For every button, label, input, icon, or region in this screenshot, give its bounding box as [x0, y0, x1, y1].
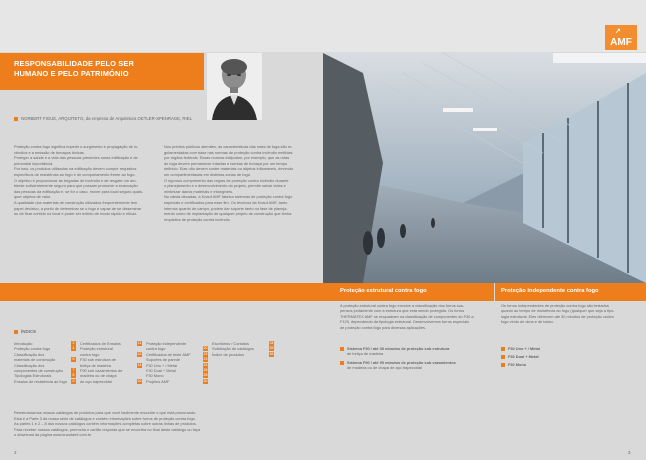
- index-entry-label: Suportes de parede: [146, 357, 181, 363]
- text-line: ou de ficar contido no local e poder ser extinto de modo rápido e eficaz.: [14, 211, 138, 217]
- index-entry-label: F90 sob vazamientos de: [80, 368, 123, 374]
- quote-author-line: [14, 116, 192, 121]
- index-entry-label: Ensaios de resistência ao fogo: [14, 378, 67, 384]
- text-line: papel decisivo, a ponto de determinar se o fogo é capaz de se disseminar: [14, 205, 142, 211]
- quote-author: NORBERT FIGUE, ARQUITETO, da empresa de Arquitetura OETLER-SPENRAGE, RIEL: [21, 116, 192, 121]
- text-line: por órgãos federais. Essas normas estipulam, por exemplo, que as rotas: [164, 155, 290, 161]
- text-line: Reestruturamos nossos catálogos de produtos para que você facilmente encontre o que está procurando.: [14, 410, 197, 415]
- bullet-square-icon: [14, 117, 18, 121]
- index-page-number: 8: [72, 373, 75, 378]
- index-entry-label: Índice de produtos: [212, 351, 245, 357]
- index-entry-label: F30 Dual + Metal: [146, 368, 176, 374]
- structural-protection-header: Proteção estrutural contra fogo: [340, 288, 427, 294]
- bullet-bold: F30 Dual + Metal: [508, 354, 539, 359]
- index-entry-label: Solicitação de catálogos: [212, 346, 254, 352]
- bullet-bold: F30 Mono: [508, 362, 527, 367]
- page-title: [14, 59, 199, 78]
- index-entry-label: Escritórios / Contatos: [212, 341, 249, 346]
- text-line: ser compartimentadas em distintas zonas de fogo.: [164, 171, 251, 177]
- index-page-number: 7: [72, 368, 75, 373]
- text-line: THERMATEX AMF se enquadram na classificação de componentes do F30 a: [340, 313, 474, 319]
- text-line: gulamentadas com base nas normas de proteção contra incêndio emitidas: [164, 149, 293, 155]
- index-page-number: 12: [137, 351, 142, 356]
- page-number-right: 3: [628, 450, 631, 455]
- amf-logo: [605, 25, 637, 50]
- text-line: das pessoas da edificação e, se for o caso, mover para local seguro quais-: [14, 188, 144, 194]
- text-line: quanto ao tempo de resistência ao fogo (qualquer que seja a tipo-: [501, 308, 615, 314]
- index-entry-label: de aço trapezoidal: [80, 378, 112, 384]
- index-page-number: 11: [137, 341, 142, 345]
- text-line: logia estrutural. Eles oferecem até 30 minutos de proteção contra: [501, 313, 614, 319]
- index-page-number: 28: [203, 373, 208, 378]
- top-band: [0, 0, 646, 52]
- index-page-number: 24: [203, 362, 208, 367]
- index-entry-label: componentes de construção: [14, 368, 63, 374]
- index-entry-label: Proteção independente: [146, 341, 187, 346]
- index-column-2: [80, 341, 142, 384]
- text-line: de fuga devem permanecer intactas e isentas de fumaça por um tempo: [164, 160, 288, 166]
- index-page-number: 22: [203, 351, 208, 356]
- bullet-square-icon: [14, 330, 18, 334]
- index-column-3: [146, 341, 208, 384]
- index-entry-label: contra fogo: [146, 346, 166, 352]
- text-line: especiais e certificados para esse fim. Os técnicos da Knauf AMF, tanto: [164, 199, 288, 205]
- text-line: Proteção contra fogo significa impedir o surgimento e propagação de in-: [14, 144, 139, 149]
- text-line: mento como de implantação de qualquer projeto de construção que tenha: [164, 211, 292, 217]
- index-entry-label: madeira ou de chapa: [80, 373, 117, 379]
- bullet-square-icon: [501, 363, 505, 367]
- page-number-left: 2: [14, 450, 17, 455]
- text-line: A qualidade dos materiais de construção utilizados frequentemente tem: [14, 199, 138, 205]
- text-line: o planejamento e o desenvolvimento do projeto, permite salvar vidas e: [164, 183, 286, 189]
- index-entry-label: Proteção estrutural: [80, 346, 113, 352]
- text-line: No várias décadas, a Knauf AMF fabrica sistemas de proteção contra fogo: [164, 194, 293, 200]
- index-entry-label: Certificados de teste AMF: [146, 351, 191, 357]
- intro-column-1: [14, 144, 160, 217]
- text-line: o download da página www.knaufamf.com.br: [14, 432, 92, 438]
- bullet-bold: Sistema F30 / até 30 minutos de proteção sob estrutura: [347, 346, 450, 351]
- text-line: requisitos de proteção contra incêndio.: [164, 216, 231, 222]
- text-line: A proteção estrutural contra fogo envolve a classificação dos forros sus-: [340, 303, 465, 308]
- structural-protection-text: [340, 303, 488, 330]
- text-line: F120, dependendo da tipologia estrutural. Desenvolvemos forros especiais: [340, 319, 470, 325]
- title-line-1: RESPONSABILIDADE PELO SER: [14, 59, 135, 68]
- bird-icon: ↗: [615, 28, 621, 35]
- index-page-number: 34: [269, 341, 274, 345]
- index-entry[interactable]: [212, 352, 274, 357]
- independent-protection-text: [501, 303, 641, 325]
- intro-column-2: [164, 144, 310, 222]
- index-entry-label: Classificação dos: [14, 351, 45, 357]
- text-line: fogo vindo de cima e de baixo.: [501, 319, 554, 325]
- index-entry[interactable]: [146, 379, 208, 384]
- index-entry-label: F30 Uno + / Metal: [146, 362, 178, 368]
- bullet-square-icon: [340, 361, 344, 365]
- text-line: Para receber nossos catálogos, preencha e cartão resposta que se encontra no final deste catálogo ou faça: [14, 426, 201, 432]
- independent-bullet-1: [501, 346, 540, 351]
- index-entry[interactable]: [14, 379, 76, 384]
- index-page-number: 9: [72, 378, 75, 383]
- text-line: Proteger a saúde e a vida das pessoas presentes numa edificação é de: [14, 155, 138, 161]
- index-entry-label: Proteção contra fogo: [14, 346, 51, 352]
- bullet-bold: Sistema F90 / até 90 minutos de proteção sob vazamientos: [347, 360, 456, 365]
- text-line: minimizar danos materiais e intangíveis.: [164, 188, 234, 194]
- catalog-note: [14, 410, 314, 438]
- text-line: específicos de resistência ao fogo e de comportamento frente ao fogo.: [14, 171, 136, 177]
- structural-bullet-2: [340, 360, 456, 371]
- index-page-number: 4: [72, 346, 75, 351]
- bullet-square-icon: [501, 347, 505, 351]
- index-page-number: 26: [203, 368, 208, 373]
- index-entry-label: Certificados de Ensaios: [80, 341, 121, 346]
- text-line: Os forros independentes de proteção contra fogo são testados: [501, 303, 609, 308]
- index-entry-label: Introdução: [14, 341, 33, 346]
- text-line: pensos juntamente com a estrutura que está sendo protegida. Os forros: [340, 308, 465, 314]
- title-line-2: HUMANO E PELO PATRIMÓNIO: [14, 68, 129, 78]
- index-header-label: ÍNDICE: [21, 329, 37, 334]
- text-line: Esta é a Parte 3 da nossa série de catálogos e contém informações sobre forros de proteção contra fogo.: [14, 415, 196, 421]
- text-line: cêndios e a emissão de fumaças tóxicas.: [14, 149, 85, 155]
- index-page-number: 16: [137, 378, 142, 383]
- text-line: Por isso, os produtos utilizados na edificação devem cumprir requisitos: [14, 166, 137, 172]
- text-line: internos quanto de campo, podem dar suporte tanto no fase de planeja-: [164, 205, 288, 211]
- index-page-number: 35: [269, 346, 274, 351]
- index-entry-label: Tipologias Estruturais: [14, 373, 52, 379]
- section-divider: [494, 283, 495, 443]
- text-line: quer objetos de valor.: [14, 194, 52, 200]
- title-bar: [0, 53, 204, 90]
- index-page-number: 2: [72, 341, 75, 345]
- corridor-photo: [323, 53, 646, 283]
- bullet-rest: de madeira ou de chapa de aço trapezoidal: [347, 365, 422, 371]
- text-line: O objetivo é proporcionar às brigadas de incêndio e de resgate um am-: [14, 177, 137, 183]
- text-line: primordial importância.: [14, 160, 54, 166]
- index-column-4: [212, 341, 274, 357]
- independent-protection-header: Proteção independente contra fogo: [501, 288, 599, 294]
- bullet-square-icon: [340, 347, 344, 351]
- index-page-number: 6: [72, 357, 75, 362]
- index-entry-label: materiais de construção: [14, 357, 56, 363]
- index-entry-label: treliça de madeira: [80, 362, 111, 368]
- logo-text: AMF: [610, 37, 632, 48]
- bullet-square-icon: [501, 355, 505, 359]
- index-page-number: 36: [269, 351, 274, 356]
- text-line: Nos prédios públicos alemães, as características das rotas de fuga são re-: [164, 144, 293, 149]
- author-portrait: [207, 53, 262, 120]
- index-page-number: 23: [203, 357, 208, 362]
- index-page-number: 20: [203, 346, 208, 351]
- text-line: de proteção contra fogo para diversas aplicações.: [340, 324, 427, 330]
- index-entry-label: Projetos AMF: [146, 378, 170, 384]
- index-entry-label: Classificação dos: [14, 362, 45, 368]
- bullet-rest: de treliça de madeira: [347, 351, 384, 357]
- independent-bullet-3: [501, 362, 526, 367]
- index-entry[interactable]: [80, 379, 142, 384]
- structural-bullet-1: [340, 346, 449, 357]
- text-line: As partes 1 e 2 – 8 dos nossos catálogos contêm informações completas sobre outras linhas de produtos.: [14, 421, 197, 427]
- text-line: biente suficientemente seguro para que possam promover a evacuação: [14, 183, 138, 189]
- index-entry-label: contra fogo: [80, 351, 100, 357]
- text-line: definido. Elas não devem conter materiais ou objetos inflamáveis, devendo: [164, 166, 294, 172]
- independent-bullet-2: [501, 354, 539, 359]
- index-page-number: 14: [137, 362, 142, 367]
- index-entry-label: F30 Mono: [146, 373, 164, 379]
- text-line: O rigoroso cumprimento das regras de proteção contra incêndio durante: [164, 177, 289, 183]
- bullet-bold: F30 Uno + / Metal: [508, 346, 540, 351]
- index-column-1: [14, 341, 76, 384]
- index-page-number: 30: [203, 378, 208, 383]
- index-entry-label: F30 sob estrutura de: [80, 357, 116, 363]
- index-header: [14, 329, 36, 334]
